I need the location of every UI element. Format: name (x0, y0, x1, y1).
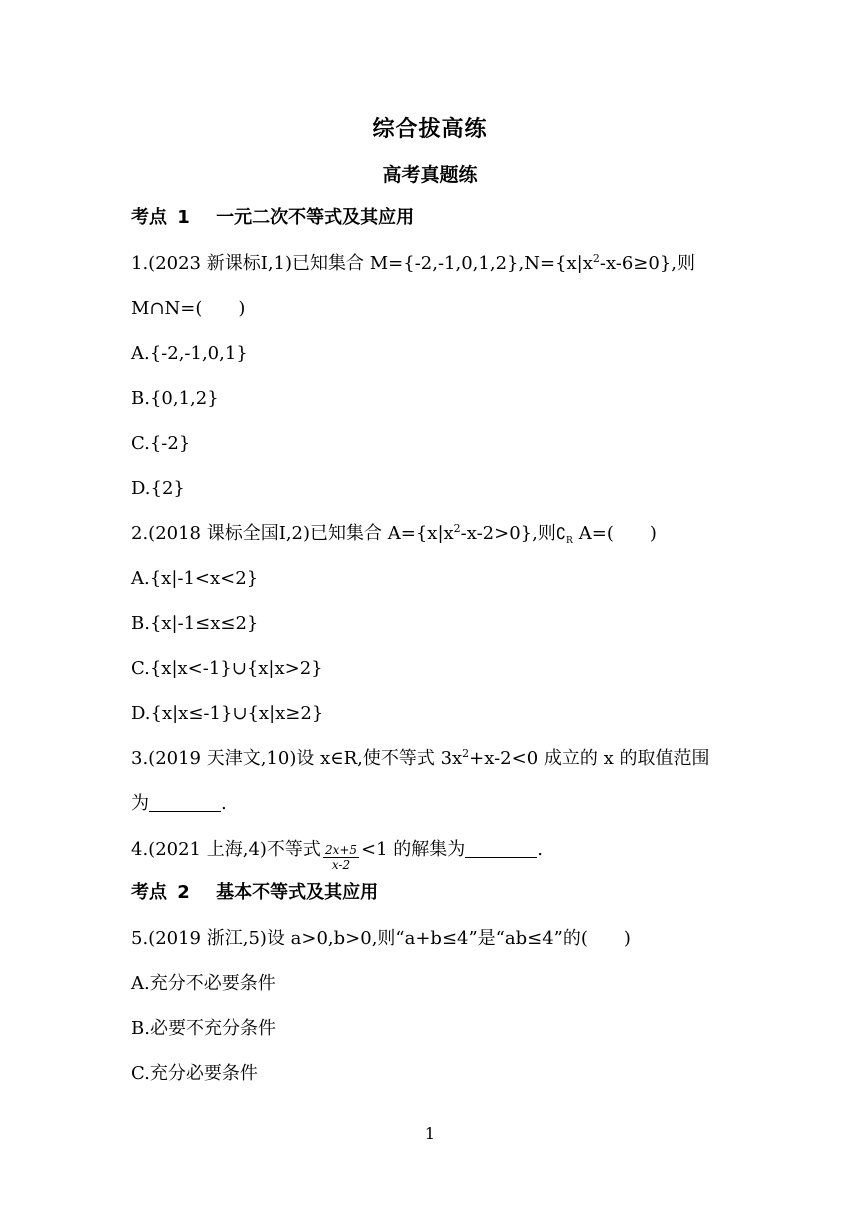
section-label: 考点 (131, 207, 167, 228)
question-1-option-a: A.{-2,-1,0,1} (131, 343, 248, 364)
superscript: 2 (453, 522, 461, 535)
complement-subscript: R (566, 536, 573, 546)
section-number: 2 (177, 882, 190, 903)
question-2-option-d: D.{x|x≤-1}∪{x|x≥2} (131, 703, 324, 724)
question-text: 3.(2019 天津文,10)设 x∈R,使不等式 3x (131, 748, 463, 769)
fraction-numerator: 2x+5 (324, 843, 358, 857)
question-text: <1 的解集为 (361, 839, 466, 860)
question-1-option-b: B.{0,1,2} (131, 388, 219, 409)
answer-blank[interactable] (465, 839, 537, 858)
question-text: . (221, 793, 227, 814)
superscript: 2 (592, 252, 600, 265)
page-number: 1 (424, 1124, 436, 1143)
page-subtitle: 高考真题练 (382, 164, 478, 186)
section-name: 一元二次不等式及其应用 (216, 207, 415, 228)
question-1-option-d: D.{2} (131, 478, 185, 499)
section-name: 基本不等式及其应用 (216, 882, 379, 903)
question-2-stem (131, 522, 657, 553)
superscript: 2 (462, 747, 470, 760)
fraction-denominator: x-2 (331, 858, 351, 872)
question-1-stem (131, 252, 695, 276)
question-text: 1.(2023 新课标Ⅰ,1)已知集合 M={-2,-1,0,1,2},N={x|x (131, 253, 593, 274)
question-text: 为 (131, 793, 149, 814)
question-1-option-c: C.{-2} (131, 433, 191, 454)
question-5-option-b: B.必要不充分条件 (131, 1018, 276, 1039)
question-text: -x-2>0},则 (460, 523, 556, 544)
question-text: +x-2<0 成立的 x 的取值范围 (469, 748, 710, 769)
section-number: 1 (177, 207, 190, 228)
question-5-stem: 5.(2019 浙江,5)设 a>0,b>0,则“a+b≤4”是“ab≤4”的( ) (131, 928, 631, 949)
question-text: 2.(2018 课标全国Ⅰ,2)已知集合 A={x|x (131, 523, 454, 544)
question-3-stem-line2 (131, 792, 227, 816)
question-5-option-a: A.充分不必要条件 (131, 973, 276, 994)
page-title: 综合拔高练 (372, 117, 488, 142)
section-heading-1 (131, 206, 414, 230)
question-5-option-c: C.充分必要条件 (131, 1063, 258, 1084)
question-3-stem (131, 747, 709, 771)
question-2-option-c: C.{x|x<-1}∪{x|x>2} (131, 658, 323, 679)
section-label: 考点 (131, 882, 167, 903)
question-text: 4.(2021 上海,4)不等式 (131, 839, 321, 860)
question-text: . (537, 839, 544, 860)
question-2-option-a: A.{x|-1<x<2} (131, 568, 259, 589)
question-1-stem-line2: M∩N=( ) (131, 298, 246, 319)
answer-blank[interactable] (149, 793, 221, 812)
question-text: A=( ) (578, 523, 657, 544)
question-4-stem (131, 838, 543, 872)
question-2-option-b: B.{x|-1≤x≤2} (131, 613, 259, 634)
section-heading-2 (131, 881, 378, 905)
complement-symbol: ∁ (555, 524, 567, 543)
fraction (323, 843, 359, 872)
question-text: -x-6≥0},则 (599, 253, 696, 274)
